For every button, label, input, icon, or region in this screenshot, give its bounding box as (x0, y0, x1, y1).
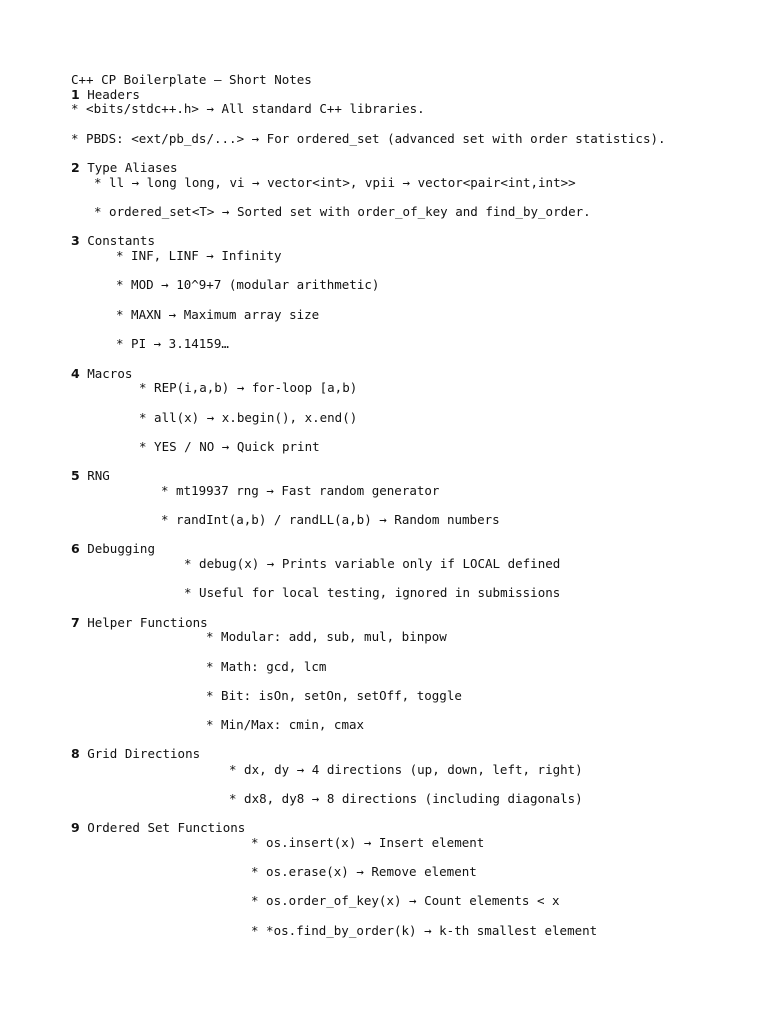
note-item: * os.erase(x) → Remove element (251, 864, 477, 879)
note-item: * YES / NO → Quick print (139, 439, 320, 454)
note-item: * os.insert(x) → Insert element (251, 835, 485, 850)
section-title: Helper Functions (87, 615, 208, 630)
note-item: * MAXN → Maximum array size (116, 307, 320, 322)
section-title: Debugging (87, 541, 155, 556)
note-item: * *os.find_by_order(k) → k-th smallest element (251, 923, 598, 938)
section-heading-9 (71, 820, 245, 835)
note-item: * ll → long long, vi → vector<int>, vpii → vector<pair<int,int>> (94, 175, 576, 190)
section-number: 4 (71, 366, 80, 381)
note-item: * randInt(a,b) / randLL(a,b) → Random numbers (161, 512, 500, 527)
note-item: * os.order_of_key(x) → Count elements < x (251, 893, 560, 908)
section-number: 5 (71, 468, 80, 483)
note-item: * PBDS: <ext/pb_ds/...> → For ordered_set (advanced set with order statistics). (71, 131, 666, 146)
section-heading-3 (71, 233, 155, 248)
note-item: * ordered_set<T> → Sorted set with order_of_key and find_by_order. (94, 204, 591, 219)
note-item: * all(x) → x.begin(), x.end() (139, 410, 358, 425)
section-heading-8 (71, 746, 200, 761)
section-title: Constants (87, 233, 155, 248)
section-heading-5 (71, 468, 110, 483)
note-item: * MOD → 10^9+7 (modular arithmetic) (116, 277, 380, 292)
section-heading-2 (71, 160, 178, 175)
section-title: Type Aliases (87, 160, 178, 175)
section-title: Headers (87, 87, 140, 102)
note-item: * Bit: isOn, setOn, setOff, toggle (206, 688, 462, 703)
note-item: * Math: gcd, lcm (206, 659, 327, 674)
note-item: * <bits/stdc++.h> → All standard C++ libraries. (71, 101, 425, 116)
section-heading-6 (71, 541, 155, 556)
note-item: * Min/Max: cmin, cmax (206, 717, 365, 732)
section-number: 9 (71, 820, 80, 835)
note-item: * debug(x) → Prints variable only if LOCAL defined (184, 556, 561, 571)
section-number: 6 (71, 541, 80, 556)
note-item: * Modular: add, sub, mul, binpow (206, 629, 447, 644)
section-number: 3 (71, 233, 80, 248)
section-title: RNG (87, 468, 110, 483)
section-heading-1 (71, 87, 140, 102)
section-heading-7 (71, 615, 208, 630)
note-item: * dx8, dy8 → 8 directions (including diagonals) (229, 791, 583, 806)
section-number: 8 (71, 746, 80, 761)
section-title: Ordered Set Functions (87, 820, 246, 835)
note-item: * mt19937 rng → Fast random generator (161, 483, 440, 498)
section-heading-4 (71, 366, 132, 381)
section-title: Macros (87, 366, 133, 381)
section-number: 7 (71, 615, 80, 630)
section-title: Grid Directions (87, 746, 201, 761)
note-item: * PI → 3.14159… (116, 336, 229, 351)
note-item: * INF, LINF → Infinity (116, 248, 282, 263)
note-item: * dx, dy → 4 directions (up, down, left, right) (229, 762, 583, 777)
note-item: * REP(i,a,b) → for-loop [a,b) (139, 380, 358, 395)
section-number: 2 (71, 160, 80, 175)
section-number: 1 (71, 87, 80, 102)
doc-title: C++ CP Boilerplate – Short Notes (71, 72, 312, 87)
note-item: * Useful for local testing, ignored in submissions (184, 585, 561, 600)
